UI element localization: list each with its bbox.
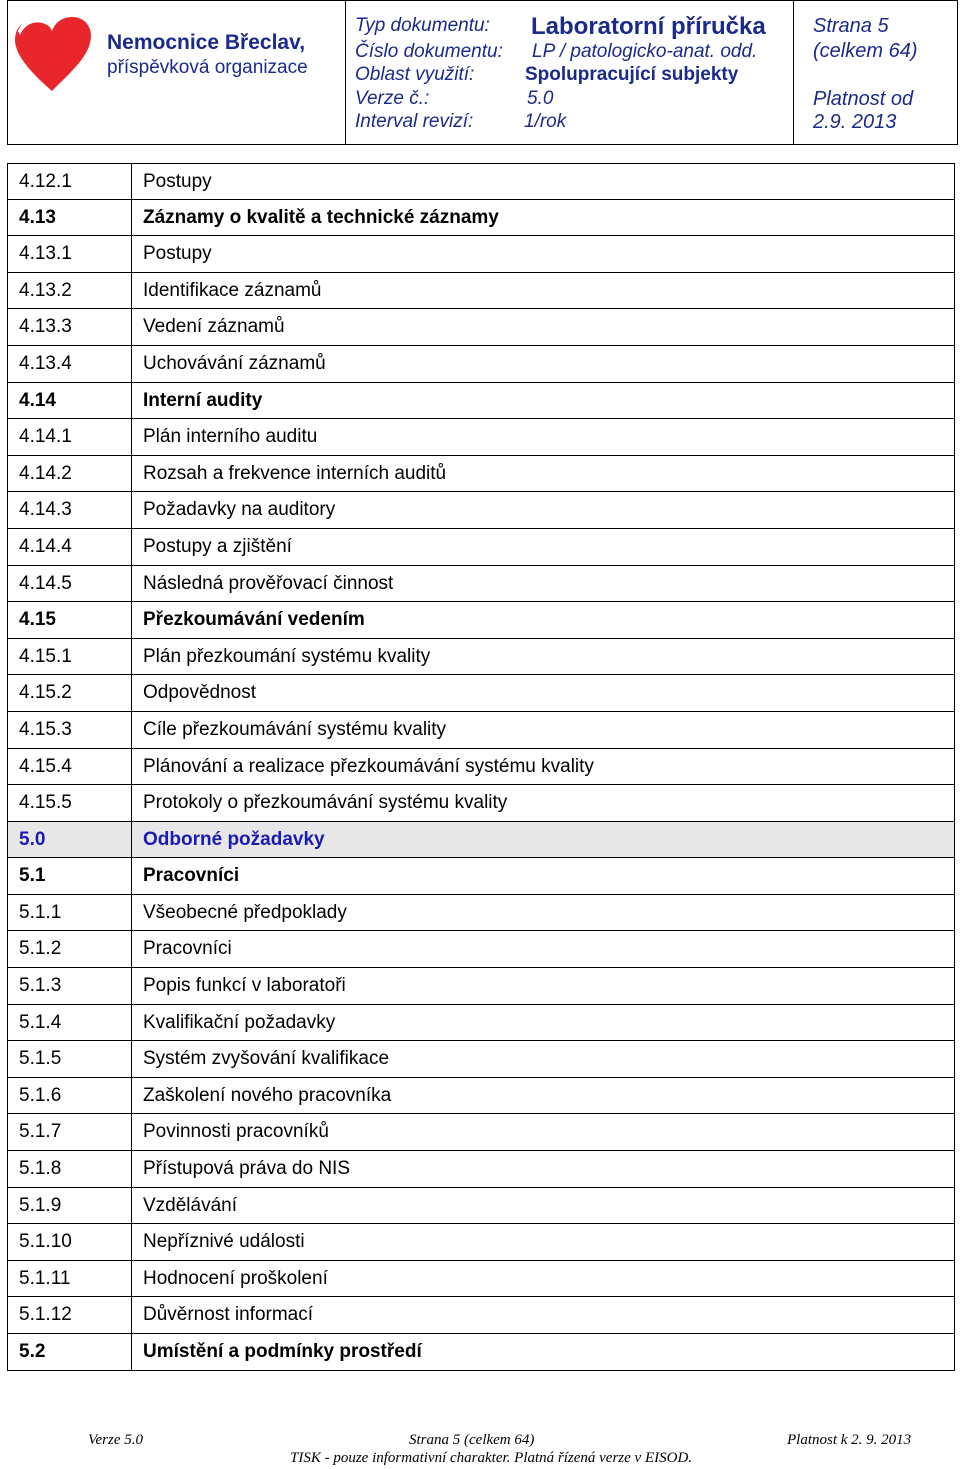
section-title: Postupy: [143, 171, 212, 192]
footer-validity: Platnost k 2. 9. 2013: [787, 1432, 912, 1448]
toc-row: [7, 639, 955, 676]
toc-row: [7, 675, 955, 712]
meta-value: Laboratorní příručka: [531, 13, 766, 40]
meta-row-document-number: [346, 41, 794, 65]
hospital-heart-logo-icon: [10, 11, 94, 95]
section-number: 4.13: [8, 200, 132, 236]
meta-value: 5.0: [527, 88, 554, 109]
toc-row: [7, 236, 955, 273]
toc-row: [7, 1078, 955, 1115]
toc-row: [7, 1261, 955, 1298]
section-title: Důvěrnost informací: [143, 1304, 314, 1326]
section-title: Pracovníci: [143, 865, 240, 887]
toc-row: [7, 1334, 955, 1371]
section-number: 4.15.1: [8, 639, 132, 675]
section-title: Plán interního auditu: [143, 426, 318, 448]
meta-row-usage-area: [346, 64, 794, 88]
validity-date: 2.9. 2013: [813, 111, 897, 133]
meta-label: Oblast využití:: [355, 64, 475, 85]
toc-row: [7, 529, 955, 566]
meta-value: LP / patologicko-anat. odd.: [532, 41, 758, 62]
header-metadata-cell: [346, 1, 794, 144]
toc-row: [7, 346, 955, 383]
meta-label: Typ dokumentu:: [355, 15, 490, 36]
section-number: 4.15.3: [8, 712, 132, 748]
section-title: Odborné požadavky: [143, 828, 325, 850]
section-number: 4.15: [8, 602, 132, 638]
section-title: Pracovníci: [143, 938, 232, 960]
section-title: Záznamy o kvalitě a technické záznamy: [143, 206, 499, 228]
section-number: 5.1.12: [8, 1297, 132, 1333]
section-number: 4.12.1: [8, 164, 132, 199]
section-title: Protokoly o přezkoumávání systému kvality: [143, 792, 508, 814]
section-number: 4.13.1: [8, 236, 132, 272]
section-title: Postupy: [143, 243, 212, 265]
meta-label: Verze č.:: [355, 88, 430, 109]
toc-row: [7, 968, 955, 1005]
section-title: Přezkoumávání vedením: [143, 609, 365, 631]
section-title: Všeobecné předpoklady: [143, 901, 347, 923]
section-title: Hodnocení proškolení: [143, 1267, 328, 1289]
section-number: 5.1.10: [8, 1224, 132, 1260]
meta-label: Číslo dokumentu:: [355, 41, 503, 62]
toc-row: [7, 163, 955, 200]
toc-row: [7, 712, 955, 749]
meta-row-document-type: [346, 15, 794, 39]
section-title: Uchovávání záznamů: [143, 352, 326, 374]
section-number: 5.1.6: [8, 1078, 132, 1114]
section-title: Zaškolení nového pracovníka: [143, 1084, 392, 1106]
toc-row: [7, 419, 955, 456]
section-number: 5.0: [8, 822, 132, 858]
toc-row: [7, 1151, 955, 1188]
section-number: 5.1.1: [8, 895, 132, 931]
toc-row: [7, 309, 955, 346]
section-title: Kvalifikační požadavky: [143, 1011, 336, 1033]
section-number: 5.1.7: [8, 1114, 132, 1150]
validity-label: Platnost od: [813, 88, 914, 110]
meta-value: Spolupracující subjekty: [525, 64, 739, 85]
section-title: Nepříznivé události: [143, 1231, 305, 1253]
toc-row: [7, 1224, 955, 1261]
meta-row-version: [346, 88, 794, 112]
toc-row: [7, 602, 955, 639]
section-title: Identifikace záznamů: [143, 279, 322, 301]
footer-version: Verze 5.0: [88, 1432, 143, 1448]
section-number: 5.1.11: [8, 1261, 132, 1297]
section-number: 4.13.4: [8, 346, 132, 382]
section-number: 4.13.2: [8, 273, 132, 309]
section-title: Následná prověřovací činnost: [143, 572, 394, 594]
header-organization-cell: [8, 1, 346, 144]
section-number: 4.14: [8, 383, 132, 419]
section-number: 4.14.3: [8, 492, 132, 528]
meta-value: 1/rok: [524, 111, 567, 132]
section-number: 5.1.4: [8, 1005, 132, 1041]
document-header: [7, 0, 958, 145]
toc-row: [7, 273, 955, 310]
section-number: 5.1.2: [8, 931, 132, 967]
section-title: Systém zvyšování kvalifikace: [143, 1048, 390, 1070]
section-title: Popis funkcí v laboratoři: [143, 975, 346, 997]
section-title: Vedení záznamů: [143, 316, 285, 338]
toc-row: [7, 822, 955, 859]
section-title: Plán přezkoumání systému kvality: [143, 645, 431, 667]
section-title: Interní audity: [143, 389, 263, 411]
section-title: Postupy a zjištění: [143, 535, 292, 557]
section-title: Plánování a realizace přezkoumávání systému kvality: [143, 755, 594, 777]
section-title: Vzdělávání: [143, 1194, 238, 1216]
section-title: Rozsah a frekvence interních auditů: [143, 462, 447, 484]
organization-subtitle: příspěvková organizace: [107, 57, 308, 78]
toc-row: [7, 1005, 955, 1042]
section-title: Cíle přezkoumávání systému kvality: [143, 718, 447, 740]
section-number: 4.15.4: [8, 749, 132, 785]
section-title: Odpovědnost: [143, 682, 257, 704]
section-number: 4.15.5: [8, 785, 132, 821]
toc-row: [7, 895, 955, 932]
page-total: (celkem 64): [813, 40, 918, 62]
toc-row: [7, 566, 955, 603]
meta-label: Interval revizí:: [355, 111, 474, 132]
toc-row: [7, 858, 955, 895]
section-number: 5.1.5: [8, 1041, 132, 1077]
toc-row: [7, 931, 955, 968]
toc-row: [7, 1114, 955, 1151]
section-title: Povinnosti pracovníků: [143, 1121, 329, 1143]
toc-row: [7, 492, 955, 529]
toc-row: [7, 1041, 955, 1078]
toc-row: [7, 1297, 955, 1334]
toc-row: [7, 749, 955, 786]
section-number: 4.13.3: [8, 309, 132, 345]
toc-row: [7, 1188, 955, 1225]
page-number: Strana 5: [813, 15, 889, 37]
section-number: 4.14.2: [8, 456, 132, 492]
toc-row: [7, 383, 955, 420]
organization-name: Nemocnice Břeclav,: [107, 31, 306, 54]
section-number: 4.15.2: [8, 675, 132, 711]
toc-row: [7, 456, 955, 493]
header-page-cell: [794, 1, 959, 144]
footer-print-note: TISK - pouze informativní charakter. Platná řízená verze v EISOD.: [290, 1450, 693, 1466]
footer-page: Strana 5 (celkem 64): [409, 1432, 535, 1448]
section-number: 5.2: [8, 1334, 132, 1370]
meta-row-revision-interval: [346, 111, 794, 135]
section-number: 5.1.8: [8, 1151, 132, 1187]
section-number: 5.1.9: [8, 1188, 132, 1224]
toc-row: [7, 200, 955, 237]
section-number: 4.14.4: [8, 529, 132, 565]
section-number: 5.1.3: [8, 968, 132, 1004]
section-title: Umístění a podmínky prostředí: [143, 1341, 422, 1362]
section-title: Požadavky na auditory: [143, 499, 336, 521]
section-title: Přístupová práva do NIS: [143, 1158, 350, 1180]
section-number: 4.14.5: [8, 566, 132, 602]
section-number: 5.1: [8, 858, 132, 894]
toc-row: [7, 785, 955, 822]
table-of-contents: [7, 163, 955, 1371]
section-number: 4.14.1: [8, 419, 132, 455]
